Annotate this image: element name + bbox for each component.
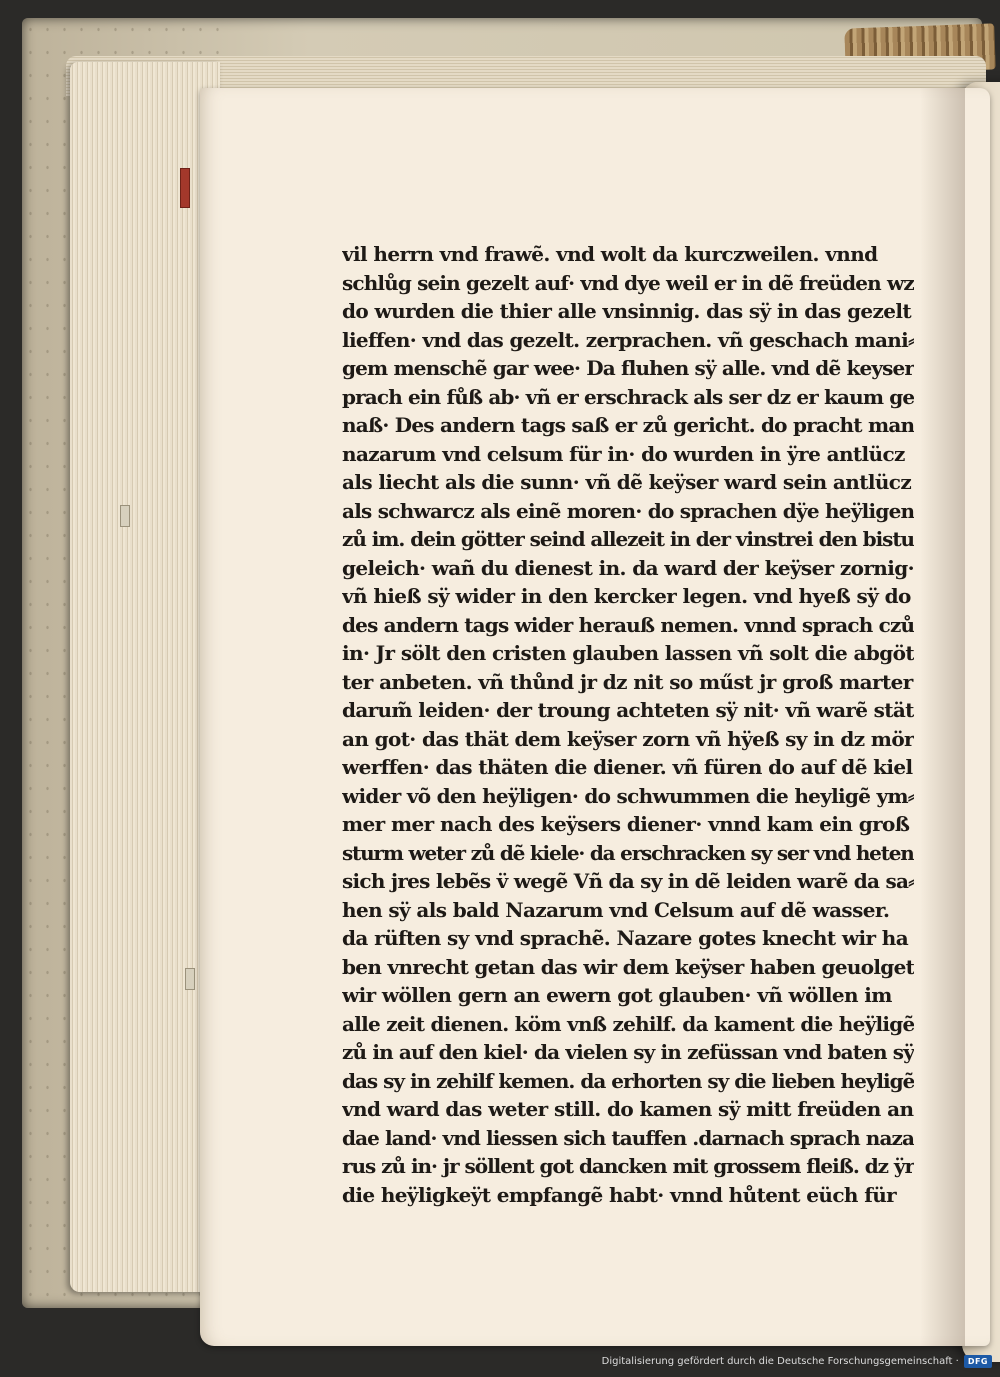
text-line: mer mer nach des keÿsers diener· vnnd kam ein groß [342, 812, 910, 836]
text-line: wider võ den heÿligen· do schwummen die heyligẽ ym⸗ [342, 783, 914, 808]
text-line: werffen· das thäten die diener. vñ füren do auf dẽ kiel [342, 755, 913, 779]
text-line: sturm weter zů dẽ kiele· da erschracken sy ser vnd heten [342, 840, 914, 865]
text-line: ben vnrecht getan das wir dem keÿser haben geuolget [342, 954, 914, 979]
text-line: sich jres lebẽs v̈ wegẽ Vñ da sy in dẽ leiden warẽ da sa⸗ [342, 869, 914, 893]
text-line: lieffen· vnd das gezelt. zerprachen. vñ geschach mani⸗ [342, 327, 914, 352]
text-line: als schwarcz als einẽ moren· do sprachen dÿe heÿligen [342, 498, 914, 523]
text-line: do wurden die thier alle vnsinnig. das sÿ in das gezelt [342, 299, 912, 323]
text-line: ter anbeten. vñ thůnd jr dz nit so műst jr groß marter [342, 669, 913, 694]
text-line: das sy in zehilf kemen. da erhorten sy die lieben heyligẽ [342, 1068, 914, 1093]
page-tab-marker [185, 968, 195, 990]
dfg-logo: DFG [964, 1355, 992, 1368]
text-line: zů in auf den kiel· da vielen sy in zefüssan vnd baten sÿ [342, 1040, 914, 1064]
digitization-credit [602, 1355, 992, 1368]
text-line: vñ hieß sÿ wider in den kercker legen. vnd hyeß sÿ do [342, 584, 911, 608]
text-line: geleich· wañ du dienest in. da ward der keÿser zornig· [342, 555, 914, 580]
text-line: vnd ward das weter still. do kamen sÿ mitt freüden an [342, 1097, 914, 1121]
text-line: an got· das thät dem keÿser zorn vñ hÿeß sy in dz mör [342, 726, 914, 751]
text-line: die heÿligkeÿt empfangẽ habt· vnnd hůtent eüch für [342, 1182, 897, 1207]
text-line: darum̃ leiden· der troung achteten sÿ nit· vñ warẽ stät [342, 698, 914, 722]
text-line: hen sÿ als bald Nazarum vnd Celsum auf dẽ wasser. [342, 897, 890, 922]
text-line: rus zů in· jr söllent got dancken mit grossem fleiß. dz ÿr [342, 1154, 914, 1178]
text-line: schlůg sein gezelt auf· vnd dye weil er in dẽ freüden wz [342, 270, 914, 295]
blackletter-text-block [342, 240, 914, 1209]
page-edges-fore [70, 62, 220, 1292]
text-line: dae land· vnd liessen sich tauffen .darnach sprach naza [342, 1125, 914, 1150]
text-line: da rüften sy vnd sprachẽ. Nazare gotes knecht wir ha [342, 926, 909, 950]
text-line: in· Jr sölt den cristen glauben lassen vñ solt die abgöt [342, 641, 914, 665]
gutter-shadow [920, 88, 965, 1346]
text-line: wir wöllen gern an ewern got glauben· vñ wöllen im [342, 983, 892, 1007]
text-line: naß· Des andern tags saß er zů gericht. do pracht man [342, 413, 914, 437]
text-line: des andern tags wider herauß nemen. vnnd sprach czů [342, 612, 914, 637]
red-bookmark-tab [180, 168, 190, 208]
text-line: gem menschẽ gar wee· Da fluhen sÿ alle. vnd dẽ keyser [342, 356, 914, 380]
text-line: zů im. dein götter seind allezeit in der vinstrei den bistu [342, 527, 914, 551]
text-line: alle zeit dienen. köm vnß zehilf. da kament die heÿligẽ [342, 1011, 914, 1036]
credit-text: Digitalisierung gefördert durch die Deutsche Forschungsgemeinschaft · [601, 1356, 959, 1367]
text-line: als liecht als die sunn· vñ dẽ keÿser ward sein antlücz [342, 470, 912, 494]
text-line: vil herrn vnd frawẽ. vnd wolt da kurczweilen. vnnd [342, 242, 878, 266]
page-tab-marker [120, 505, 130, 527]
text-line: prach ein fůß ab· vñ er erschrack als ser dz er kaum ge [342, 384, 914, 409]
text-line: nazarum vnd celsum für in· do wurden in ÿre antlücz [342, 441, 905, 466]
